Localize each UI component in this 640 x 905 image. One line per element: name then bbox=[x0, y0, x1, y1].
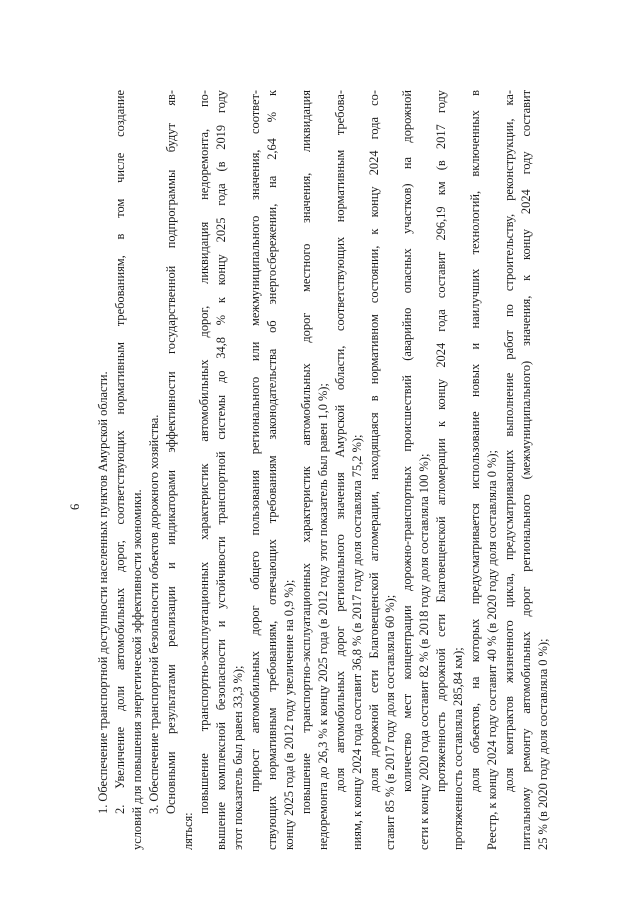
text-line: повышение транспортно-эксплуатационных характеристик автомобильных дорог местного значения, ликвидация bbox=[298, 90, 313, 814]
text-line: доля дорожной сети Благовещенской агломерации, находящаяся в нормативном состоянии, к концу 2024 года со- bbox=[366, 90, 381, 792]
text-line: доля автомобильных дорог регионального значения Амурской области, соответствующих нормативным требова- bbox=[332, 90, 347, 792]
text-line: вышение комплексной безопасности и устойчивости транспортной системы до 34,8 % к концу 2025 года (в 2019 году bbox=[214, 90, 229, 850]
text-line: ниям, к концу 2024 года составит 36,8 % (в 2017 году доля составляла 75,2 %); bbox=[349, 434, 364, 850]
text-line: 2. Увеличение доли автомобильных дорог, соответствующих нормативным требованиям, в том числе создание bbox=[112, 90, 127, 814]
text-line: ствующих нормативным требованиям, отвечающих требованиям законодательства об энергосбережении, на 2,64 % к bbox=[265, 90, 280, 850]
text-line: протяженность дорожной сети Благовещенской агломерации к концу 2024 года составит 296,19 км (в 2017 году bbox=[434, 90, 449, 792]
rotated-text-block bbox=[68, 90, 550, 850]
text-line: ставит 85 % (в 2017 году доля составляла 60 %); bbox=[383, 594, 398, 850]
text-line: прирост автомобильных дорог общего пользования регионального или межмуниципального значения, соответ- bbox=[248, 90, 263, 792]
text-line: концу 2025 года (в 2012 году увеличение на 0,9 %); bbox=[281, 579, 296, 850]
text-line: 3. Обеспечение транспортной безопасности объектов дорожного хозяйства. bbox=[146, 414, 161, 814]
text-line: протяженность составляла 285,84 км); bbox=[451, 647, 466, 850]
text-line: 1. Обеспечение транспортной доступности населенных пунктов Амурской области. bbox=[96, 371, 110, 814]
text-line: доля контрактов жизненного цикла, предусматривающих выполнение работ по строительству, реконструкции, ка- bbox=[501, 90, 516, 792]
text-line: сети к концу 2020 года составит 82 % (в 2018 году доля составляла 100 %); bbox=[417, 453, 432, 850]
text-line: Основными результатами реализации и индикаторами эффективности государственной подпрограммы будут яв- bbox=[163, 90, 178, 814]
text-line: питальному ремонту автомобильных дорог регионального (межмуниципального) значения, к концу 2024 году составит bbox=[518, 90, 533, 850]
document-body bbox=[95, 90, 551, 850]
text-line: условий для повышения энергетической эффективности экономики. bbox=[129, 489, 144, 850]
text-line: повышение транспортно-эксплуатационных характеристик автомобильных дорог, ликвидация недоремонта, по- bbox=[197, 90, 212, 814]
text-line: этот показатель был равен 33,3 %); bbox=[231, 665, 246, 850]
text-line: ляться: bbox=[180, 812, 195, 850]
text-line: 25 % (в 2020 году доля составляла 0 %); bbox=[535, 638, 550, 850]
page-number: 6 bbox=[68, 503, 82, 510]
text-line: Реестр, к концу 2024 году составит 40 % (в 2020 году доля составляла 0 %); bbox=[484, 450, 499, 850]
text-line: недоремонта до 26,3 % к концу 2025 года (в 2012 году этот показатель был равен 1,0 %); bbox=[315, 383, 330, 850]
text-line: количество мест концентрации дорожно-транспортных происшествий (аварийно опасных участков) на дорожной bbox=[400, 90, 415, 792]
text-line: доля объектов, на которых предусматривается использование новых и наилучших технологий, включенных в bbox=[467, 90, 482, 792]
